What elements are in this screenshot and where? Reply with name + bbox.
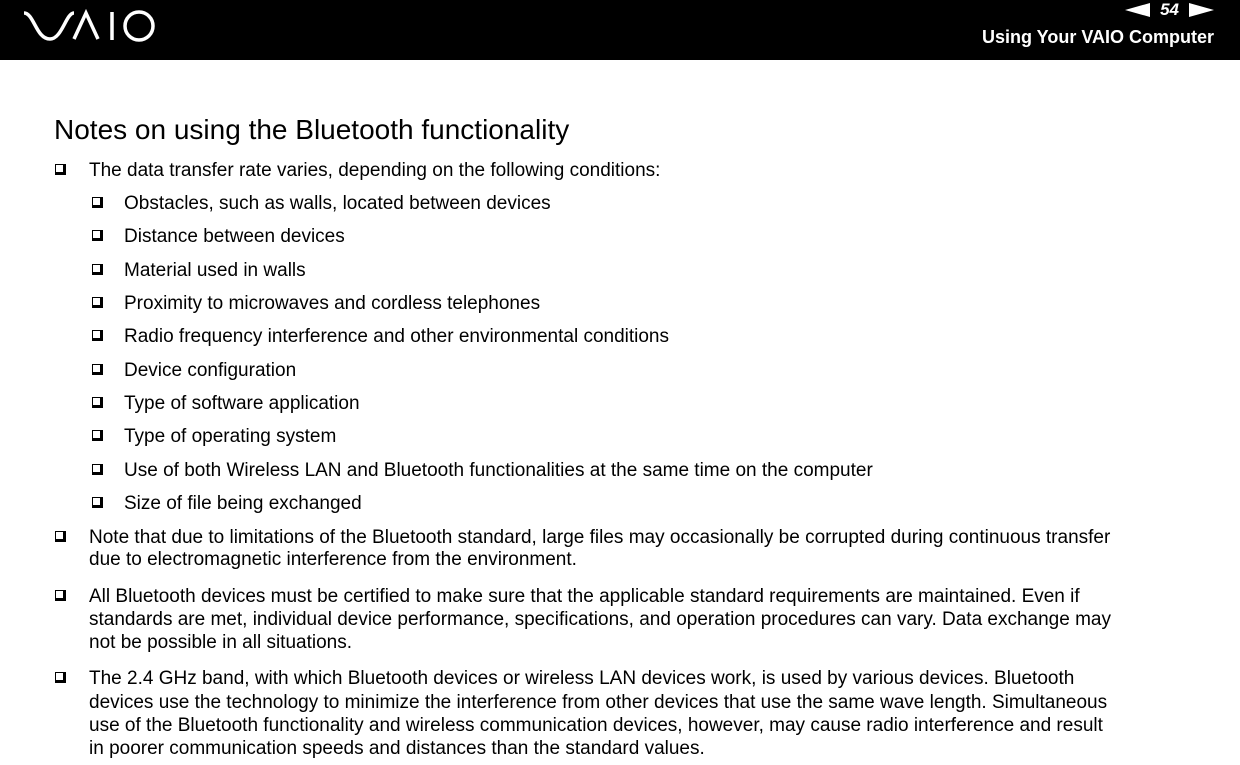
list-item-text: Note that due to limitations of the Bluetooth standard, large files may occasionally be corrupted during continuous transfer [89, 527, 1111, 548]
list-item-continuation: not be possible in all situations. [89, 632, 352, 653]
sub-list-item [124, 224, 345, 249]
sub-list-item [124, 324, 669, 349]
list-item [89, 584, 1080, 609]
list-item-continuation: devices use the technology to minimize the interference from other devices that use the same wave length. Simultaneous [89, 692, 1108, 713]
list-item-text: Proximity to microwaves and cordless telephones [124, 293, 541, 314]
list-item-text: Use of both Wireless LAN and Bluetooth functionalities at the same time on the computer [124, 460, 873, 481]
checkbox-bullet-icon [55, 164, 66, 175]
section-title: Using Your VAIO Computer [981, 27, 1214, 47]
sub-list-item [124, 424, 336, 449]
sub-list-item [124, 458, 873, 483]
sub-list-item [124, 491, 362, 516]
checkbox-bullet-icon [92, 430, 103, 441]
checkbox-bullet-icon [92, 330, 103, 341]
checkbox-bullet-icon [92, 497, 103, 508]
checkbox-bullet-icon [92, 397, 103, 408]
page-number: 54 [1160, 0, 1179, 19]
list-item-continuation: due to electromagnetic interference from the environment. [89, 549, 577, 570]
sub-list-item [124, 191, 551, 216]
list-item [89, 666, 1074, 691]
list-item-text: Radio frequency interference and other environmental conditions [124, 326, 669, 347]
list-item-text: Type of operating system [124, 426, 337, 447]
checkbox-bullet-icon [92, 364, 103, 375]
page-title: Notes on using the Bluetooth functionality [54, 114, 570, 145]
checkbox-bullet-icon [55, 531, 66, 542]
list-item-text: Obstacles, such as walls, located between devices [124, 193, 551, 214]
sub-list-item [124, 258, 306, 283]
sub-list-item [124, 358, 296, 383]
sub-list-item [124, 291, 540, 316]
list-item-text: Distance between devices [124, 226, 345, 247]
list-item-text: Material used in walls [124, 260, 306, 281]
list-item-continuation: in poorer communication speeds and distances than the standard values. [89, 738, 705, 759]
list-item-continuation: standards are met, individual device performance, specifications, and operation procedures can vary. Data exchange may [89, 609, 1111, 630]
list-item-text: The data transfer rate varies, depending on the following conditions: [89, 160, 661, 181]
checkbox-bullet-icon [92, 197, 103, 208]
list-item-text: The 2.4 GHz band, with which Bluetooth devices or wireless LAN devices work, is used by various devices. Bluetooth [89, 668, 1075, 689]
list-item-text: Type of software application [124, 393, 360, 414]
checkbox-bullet-icon [55, 590, 66, 601]
checkbox-bullet-icon [92, 264, 103, 275]
checkbox-bullet-icon [92, 464, 103, 475]
list-item-text: Size of file being exchanged [124, 493, 362, 514]
list-item-text: Device configuration [124, 360, 297, 381]
checkbox-bullet-icon [92, 297, 103, 308]
checkbox-bullet-icon [55, 672, 66, 683]
sub-list-item [124, 391, 360, 416]
list-item-text: All Bluetooth devices must be certified to make sure that the applicable standard requirements are maintained. Even if [89, 586, 1080, 607]
list-item-continuation: use of the Bluetooth functionality and wireless communication devices, however, may cause radio interference and result [89, 715, 1103, 736]
list-item [89, 158, 660, 183]
checkbox-bullet-icon [92, 230, 103, 241]
